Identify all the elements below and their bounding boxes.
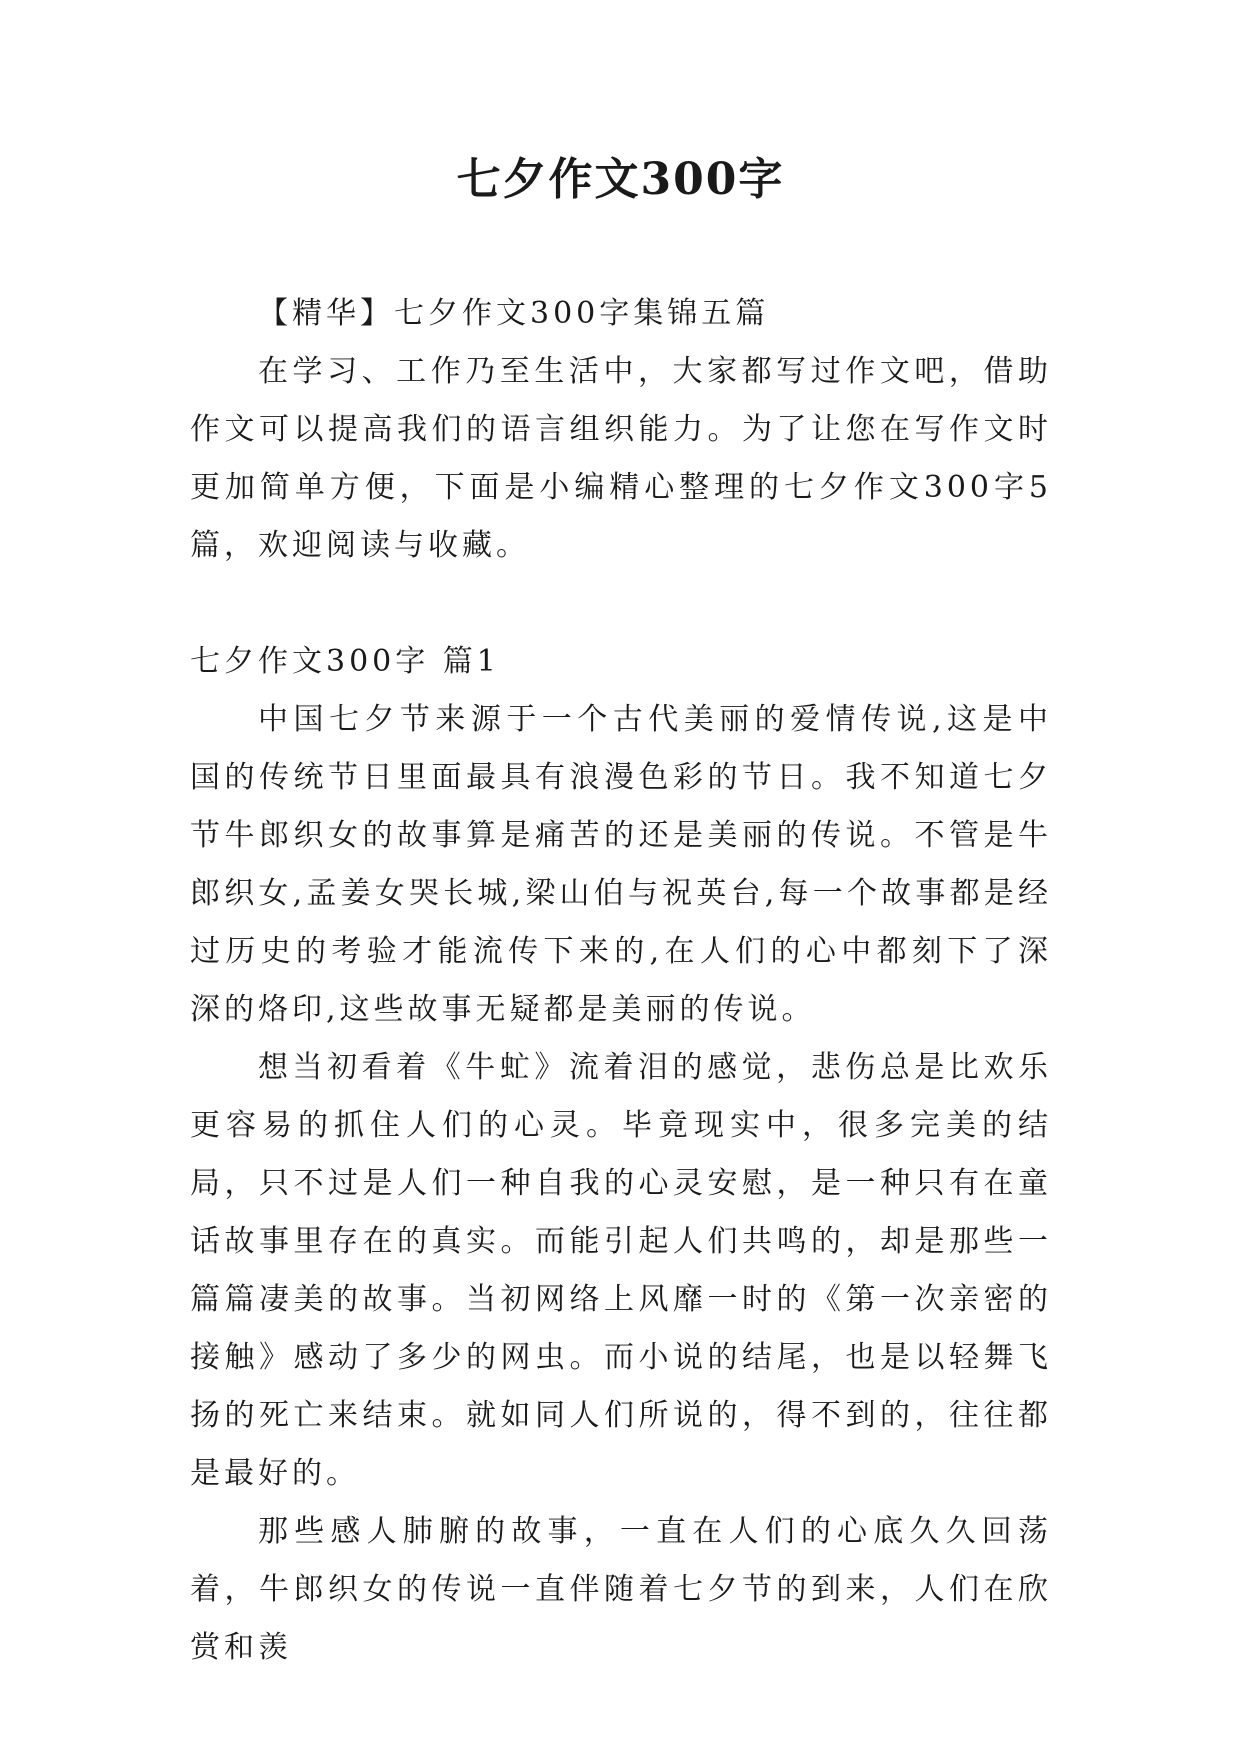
section-paragraph: 想当初看着《牛虻》流着泪的感觉，悲伤总是比欢乐更容易的抓住人们的心灵。毕竟现实中，很多完美的结局，只不过是人们一种自我的心灵安慰，是一种只有在童话故事里存在的真实。而能引起人们共鸣的，却是那些一篇篇凄美的故事。当初网络上风靡一时的《第一次亲密的接触》感动了多少的网虫。而小说的结尾，也是以轻舞飞扬的死亡来结束。就如同人们所说的，得不到的，往往都是最好的。: [190, 1050, 1052, 1491]
document-subtitle: 【精华】七夕作文300字集锦五篇: [258, 296, 770, 331]
section-heading: 七夕作文300字 篇1: [190, 644, 500, 679]
intro-paragraph: 在学习、工作乃至生活中，大家都写过作文吧，借助作文可以提高我们的语言组织能力。为了让您在写作文时更加简单方便，下面是小编精心整理的七夕作文300字5篇，欢迎阅读与收藏。: [190, 354, 1052, 563]
section-paragraph: 那些感人肺腑的故事，一直在人们的心底久久回荡着，牛郎织女的传说一直伴随着七夕节的到来，人们在欣赏和羡: [190, 1514, 1052, 1665]
document-body: [190, 285, 1052, 1677]
section-1: [190, 633, 1052, 1677]
document-title: 七夕作文300字: [456, 154, 785, 205]
section-paragraph: 中国七夕节来源于一个古代美丽的爱情传说,这是中国的传统节日里面最具有浪漫色彩的节日。我不知道七夕节牛郎织女的故事算是痛苦的还是美丽的传说。不管是牛郎织女,孟姜女哭长城,梁山伯与祝英台,每一个故事都是经过历史的考验才能流传下来的,在人们的心中都刻下了深深的烙印,这些故事无疑都是美丽的传说。: [190, 702, 1052, 1027]
